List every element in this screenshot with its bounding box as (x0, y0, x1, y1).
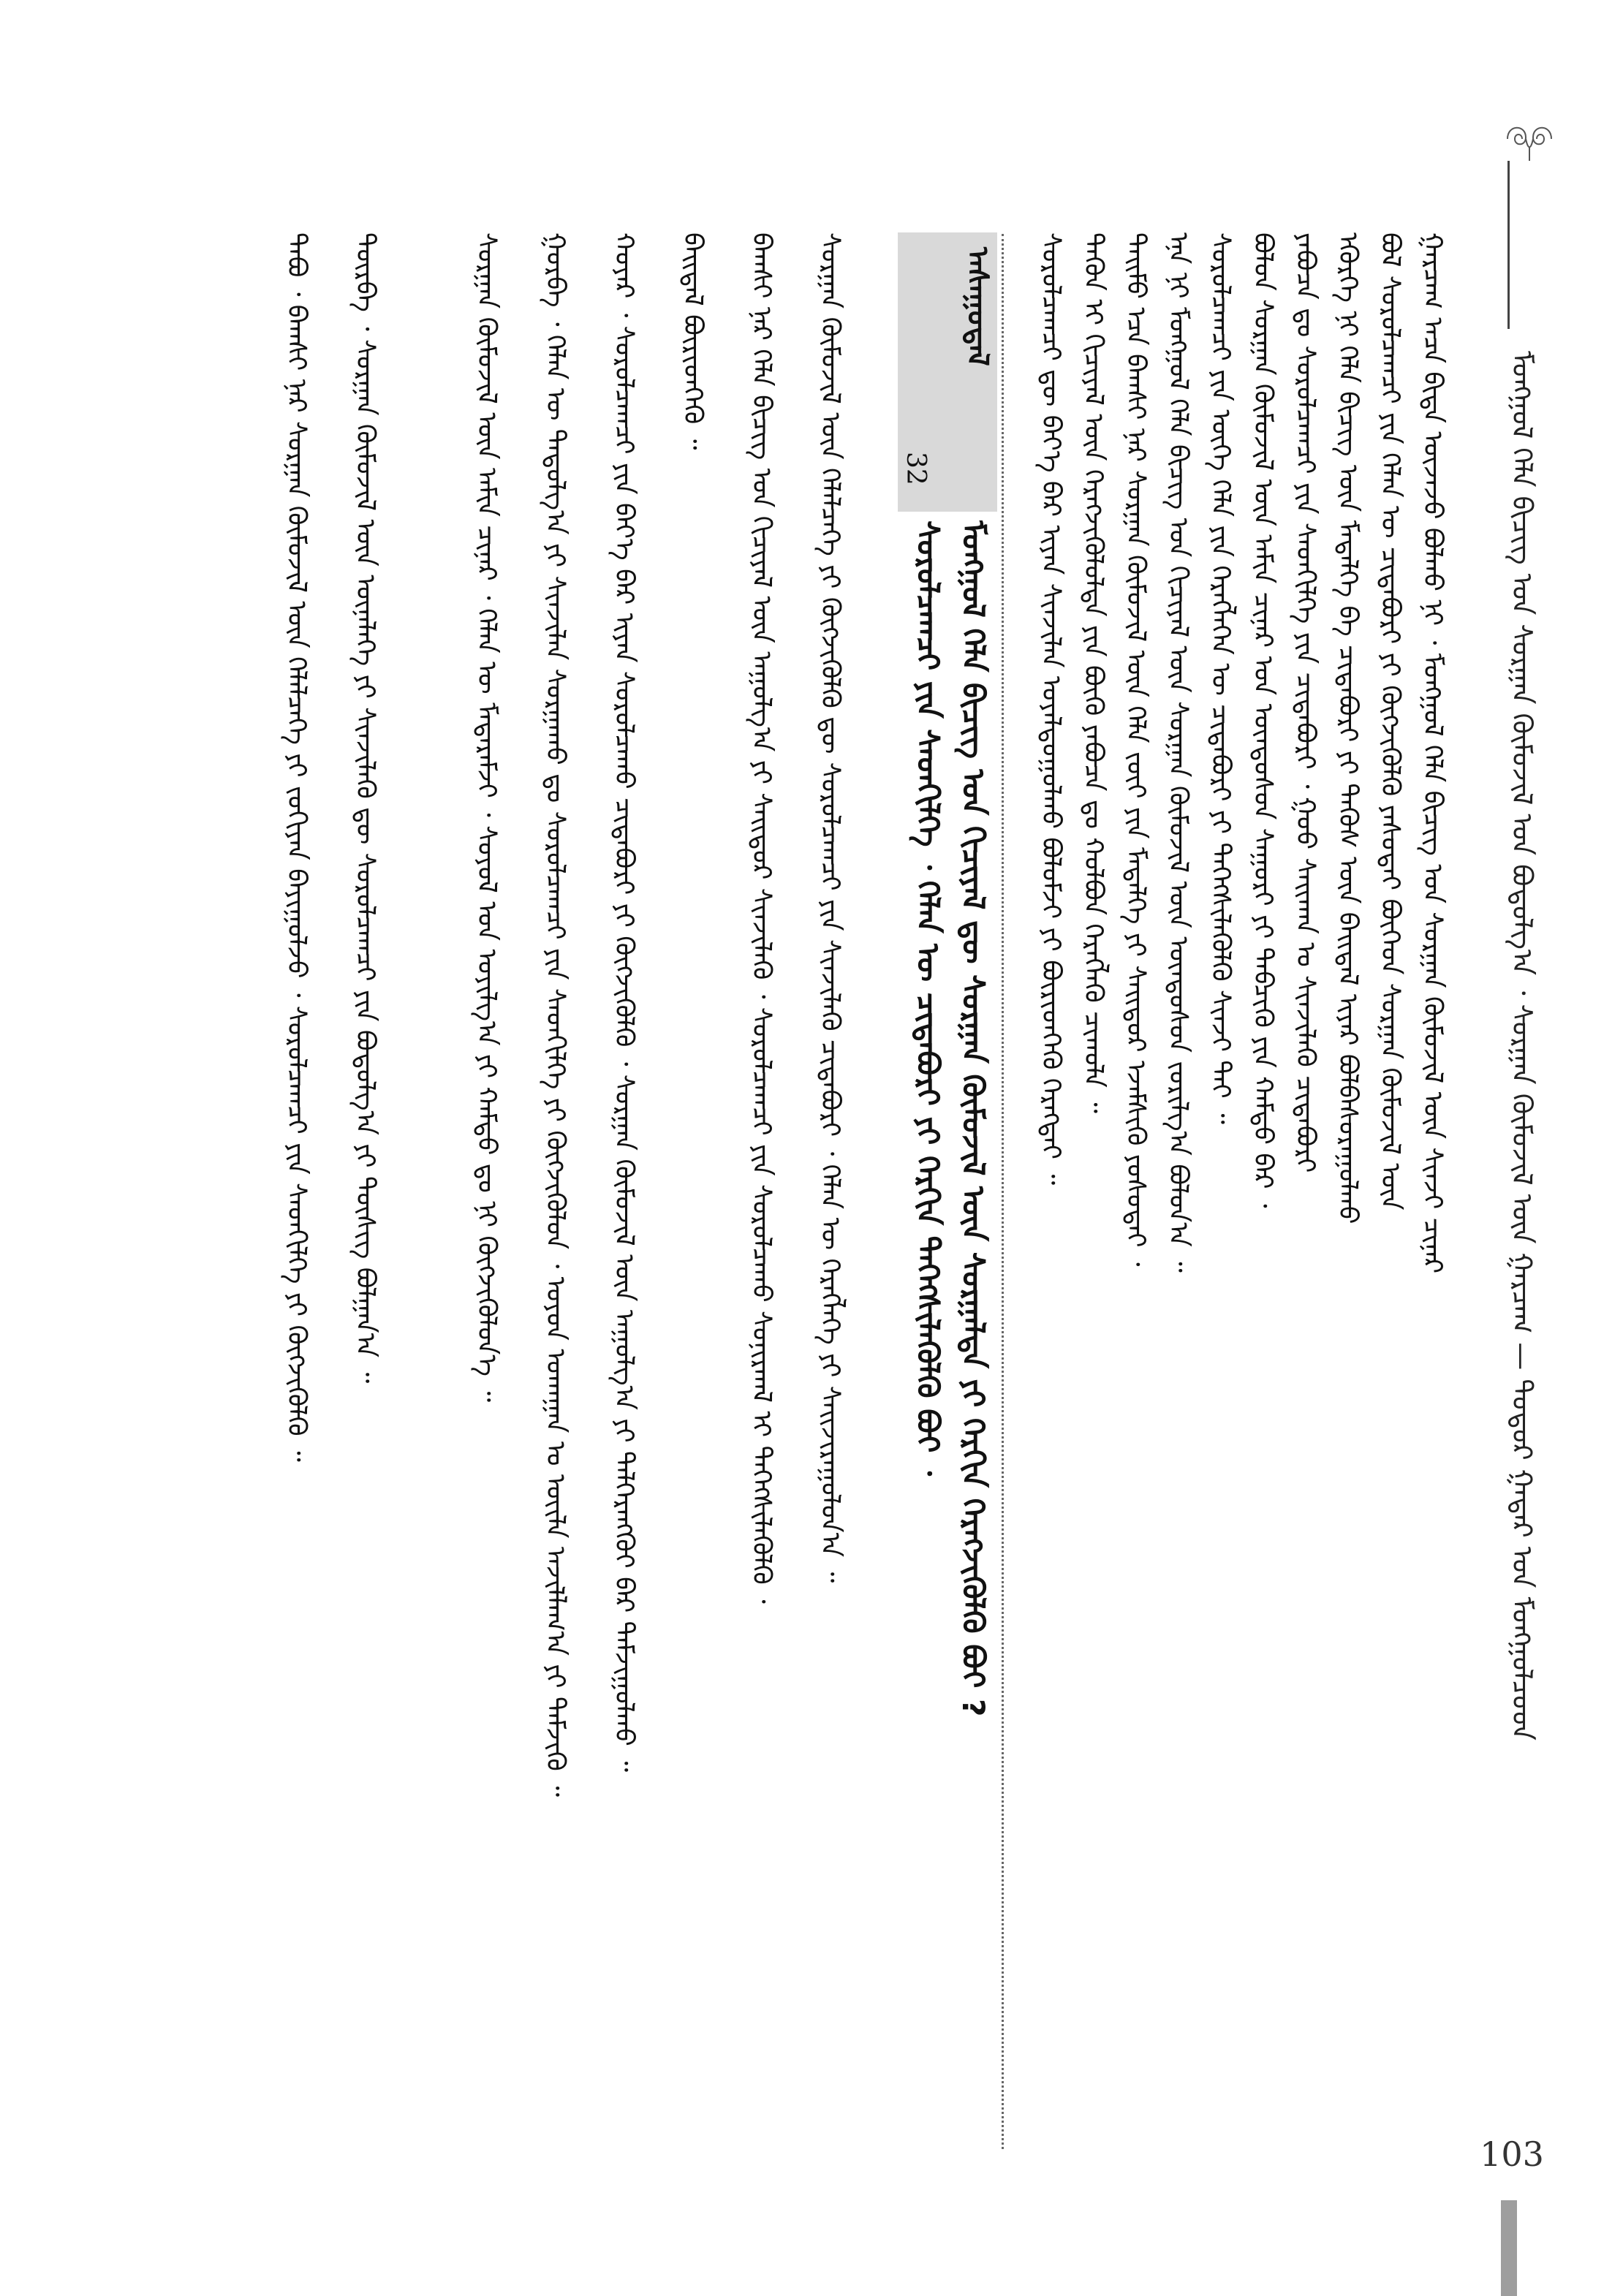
question-title-line: ᠮᠣᠩᠭᠣᠯ ᠬᠡᠯᠡ ᠪᠢᠴᠢᠭ ᠤᠨ ᠬᠢᠴᠢᠶᠡᠯ ᠳᠦ ᠰᠤᠷᠭᠠᠨ ᠬᠦᠮᠦᠵᠢᠯ ᠦᠨ ᠰᠤᠷᠭᠠᠯᠲᠠ ᠶᠢ ᠬᠡᠷᠬᠢᠨ ᠬᠡᠷᠡᠭᠵᠢᠭᠦᠯᠬᠦ ᠪᠤᠢ ? (956, 520, 991, 1717)
dotted-divider (1002, 234, 1004, 2149)
text-line: ᠰᠤᠷᠭᠠᠨ ᠬᠦᠮᠦᠵᠢᠯ ᠦᠨ ᠠᠮᠢᠨ ᠴᠢᠨᠠᠷ ᠂ ᠬᠡᠯᠡᠨ ᠦ ᠮᠡᠳᠡᠷᠡᠮᠵᠢ ᠂ ᠰᠤᠶᠤᠯ ᠤᠨ ᠣᠶᠢᠯᠭ᠎ᠠ ᠶᠢ ᠬᠠᠮᠲᠤ ᠳᠤ ᠨᠢ ᠬᠥᠭᠵᠢᠭᠦᠯᠦᠨ᠎ᠡ ᠃ (472, 232, 502, 1403)
text-line: ᠪᠠᠢᠳᠠᠯ ᠪᠦᠷᠢᠳᠬᠡᠬᠦ ᠃ (678, 232, 708, 450)
page-number: 103 (1480, 2134, 1544, 2174)
text-line: ᠬᠣᠶᠠᠷ ᠂ ᠰᠤᠷᠤᠯᠴᠠᠭᠴᠢ ᠶᠢᠨ ᠪᠡᠶ᠎ᠡ ᠪᠡᠷ ᠢᠶᠡᠨ ᠰᠤᠷᠤᠯᠴᠠᠬᠤ ᠴᠢᠳᠠᠪᠤᠷᠢ ᠶᠢ ᠬᠥᠭᠵᠢᠭᠦᠯᠬᠦ ᠂ ᠰᠤᠷᠭᠠᠨ ᠬᠦᠮᠦᠵᠢᠯ ᠦᠨ ᠠᠭᠤᠯᠭ᠎ᠠ ᠶᠢ ᠳᠡᠯᠭᠡᠷᠡᠩᠭᠦᠢ ᠪᠠᠷ ᠳᠠᠮᠵᠢᠭᠤᠯᠬᠤ ᠃ (609, 232, 639, 1773)
running-header: ᠮᠣᠩᠭᠣᠯ ᠬᠡᠯᠡ ᠪᠢᠴᠢᠭ ᠤᠨ ᠰᠤᠷᠭᠠᠨ ᠬᠦᠮᠦᠵᠢᠯ ᠤᠨ ᠪᠣᠳᠣᠯᠭ᠎ᠠ ᠂ ᠰᠤᠷᠭᠠᠨ ᠬᠦᠮᠦᠵᠢᠯ ᠦᠨ ᠭᠠᠷᠴᠠᠭ — ᠳᠣᠲᠣᠷ ᠭᠠᠳᠠᠷ ᠤᠨ ᠮᠣᠩᠭᠣᠯᠴᠤᠳ (1506, 351, 1538, 1740)
question-number: 32 (901, 452, 931, 485)
text-line: ᠡᠭᠦᠷᠭᠡ ᠨᠢ ᠬᠡᠯᠡ ᠪᠢᠴᠢᠭ ᠦᠨ ᠮᠡᠳᠡᠯᠭᠡ ᠪᠠ ᠴᠢᠳᠠᠪᠤᠷᠢ ᠶᠢ ᠲᠡᠭᠦᠰ ᠦᠨ ᠪᠠᠢᠳᠠᠯ ᠢᠶᠠᠷ ᠪᠣᠯᠪᠠᠰᠤᠷᠠᠭᠤᠯᠬᠤ (1333, 232, 1363, 1224)
text-line: ᠪᠣᠯᠤᠨ ᠰᠤᠷᠭᠠᠨ ᠬᠦᠮᠦᠵᠢᠯ ᠦᠨ ᠠᠮᠢᠨ ᠴᠢᠨᠠᠷ ᠤᠨ ᠦᠨᠳᠦᠰᠦᠨ ᠰᠠᠭᠤᠷᠢ ᠶᠢ ᠲᠡᠪᠴᠢᠬᠦ ᠶᠢᠨ ᠬᠠᠮᠲᠤ ᠪᠡᠷ ᠂ (1248, 232, 1278, 1208)
question-label: ᠠᠰᠠᠭᠤᠳᠠᠯ (961, 247, 994, 366)
text-line: ᠲᠠᠪᠤ ᠂ ᠪᠠᠭᠰᠢ ᠨᠠᠷ ᠰᠤᠷᠭᠠᠨ ᠬᠦᠮᠦᠵᠢᠯ ᠦᠨ ᠬᠡᠯᠡᠯᠴᠡᠭᠡ ᠶᠢ ᠵᠣᠬᠢᠶᠠᠨ ᠪᠠᠶᠢᠭᠤᠯᠵᠤ ᠂ ᠰᠤᠷᠤᠯᠴᠠᠭᠴᠢ ᠶᠢᠨ ᠰᠡᠳᠬᠢᠯᠭᠡ ᠶᠢ ᠬᠥᠭᠵᠢᠭᠦᠯᠬᠦ ᠃ (281, 232, 311, 1462)
text-line: ᠲᠡᠭᠦᠨ ᠢ ᠬᠢᠴᠢᠶᠡᠯ ᠦᠨ ᠬᠡᠷᠡᠭᠵᠢᠭᠦᠯᠦᠯᠲᠡ ᠶᠢᠨ ᠪᠦᠬᠦ ᠶᠠᠪᠤᠴᠠ ᠳᠤ ᠬᠣᠯᠪᠣᠨ ᠬᠡᠷᠡᠭᠯᠡᠬᠦ ᠴᠢᠬᠤᠯᠠ ᠃ (1078, 232, 1108, 1113)
text-line: ᠭᠠᠷᠴᠠᠭ ᠠᠴᠠ ᠪᠢᠳᠡ ᠦᠵᠡᠵᠦ ᠪᠣᠯᠬᠤ ᠨᠢ ᠂ ᠮᠣᠩᠭᠣᠯ ᠬᠡᠯᠡ ᠪᠢᠴᠢᠭ ᠤᠨ ᠰᠤᠷᠭᠠᠨ ᠬᠦᠮᠦᠵᠢᠯ ᠦᠨ ᠰᠢᠨᠵᠢ ᠴᠢᠨᠠᠷ (1418, 232, 1448, 1274)
text-line: ᠪᠣᠯ ᠰᠤᠷᠤᠯᠴᠠᠭᠴᠢ ᠶᠢᠨ ᠬᠡᠯᠡᠨ ᠦ ᠴᠢᠳᠠᠪᠤᠷᠢ ᠶᠢ ᠬᠥᠭᠵᠢᠭᠦᠯᠬᠦ ᠶᠠᠰᠤᠲᠠᠢ ᠪᠥᠭᠡᠳ ᠰᠤᠷᠭᠠᠨ ᠬᠦᠮᠦᠵᠢᠯ ᠦᠨ (1375, 232, 1405, 1210)
header-rule (1507, 161, 1510, 329)
text-line: ᠭᠤᠷᠪᠠ ᠂ ᠬᠡᠯᠡᠨ ᠦ ᠳᠠᠳᠤᠯᠭ᠎ᠠ ᠶᠢ ᠰᠢᠨᠵᠢᠯᠡᠨ ᠰᠤᠷᠭᠠᠬᠤ ᠳᠤ ᠰᠤᠷᠤᠯᠴᠠᠭᠴᠢ ᠶᠢᠨ ᠰᠡᠳᠬᠢᠯᠭᠡ ᠶᠢ ᠬᠥᠭᠵᠢᠭᠦᠯᠦᠨ ᠂ ᠣᠶᠤᠨ ᠤᠬᠠᠭᠠᠨ ᠤ ᠦᠢᠯᠡ ᠠᠵᠢᠯᠯᠠᠭ᠎ᠠ ᠶᠢ ᠳᠡᠮᠵᠢᠬᠦ ᠃ (540, 232, 570, 1797)
text-line: ᠡᠨᠡ ᠨᠢ ᠮᠣᠩᠭᠣᠯ ᠬᠡᠯᠡ ᠪᠢᠴᠢᠭ ᠤᠨ ᠬᠢᠴᠢᠶᠡᠯ ᠦᠨ ᠰᠤᠷᠭᠠᠨ ᠬᠦᠮᠦᠵᠢᠯ ᠦᠨ ᠦᠨᠳᠦᠰᠦᠨ ᠵᠣᠷᠢᠯᠭ᠎ᠠ ᠪᠣᠯᠤᠨ᠎ᠠ ᠃ (1163, 232, 1193, 1273)
text-line: ᠰᠤᠷᠭᠠᠨ ᠬᠦᠮᠦᠵᠢᠯ ᠦᠨ ᠬᠡᠯᠡᠯᠴᠡᠭᠡ ᠶᠢ ᠬᠥᠭᠵᠢᠭᠦᠯᠬᠦ ᠳᠦ ᠰᠤᠷᠤᠯᠴᠠᠭᠴᠢ ᠶᠢᠨ ᠰᠢᠨᠵᠢᠯᠡᠬᠦ ᠴᠢᠳᠠᠪᠤᠷᠢ ᠂ ᠬᠡᠯᠡᠨ ᠦ ᠬᠡᠷᠡᠭᠯᠡᠭᠡ ᠶᠢ ᠰᠠᠢᠵᠢᠷᠠᠭᠤᠯᠤᠨ᠎ᠠ ᠃ (815, 232, 845, 1583)
text-line: ᠰᠤᠷᠤᠯᠴᠠᠭᠴᠢ ᠳᠦ ᠪᠡᠶ᠎ᠡ ᠪᠡᠷ ᠢᠶᠡᠨ ᠰᠢᠨᠵᠢᠯᠡᠨ ᠤᠶᠠᠯᠳᠤᠭᠤᠯᠬᠤ ᠪᠣᠯᠤᠮᠵᠢ ᠶᠢ ᠪᠦᠷᠢᠳᠬᠡᠬᠦ ᠬᠡᠷᠡᠭᠲᠡᠢ ᠃ (1036, 232, 1066, 1186)
question-title-line: ᠰᠤᠷᠤᠯᠴᠠᠭᠴᠢ ᠶᠢᠨ ᠰᠡᠳᠬᠢᠯᠭᠡ ᠂ ᠬᠡᠯᠡᠨ ᠦ ᠴᠢᠳᠠᠪᠤᠷᠢ ᠶᠢ ᠬᠡᠷᠬᠢᠨ ᠳᠡᠭᠡᠭᠰᠢᠯᠡᠭᠦᠯᠬᠦ ᠪᠣᠢ ᠂ (910, 520, 946, 1477)
text-line: ᠪᠠᠭᠰᠢ ᠨᠠᠷ ᠬᠡᠯᠡ ᠪᠢᠴᠢᠭ ᠤᠨ ᠬᠢᠴᠢᠶᠡᠯ ᠦᠨ ᠠᠭᠤᠯᠭ᠎ᠠ ᠶᠢ ᠰᠠᠢᠲᠤᠷ ᠰᠢᠨᠵᠢᠯᠡᠬᠦ ᠂ ᠰᠤᠷᠤᠯᠴᠠᠭᠴᠢ ᠶᠢᠨ ᠰᠤᠷᠤᠯᠴᠠᠬᠤ ᠰᠣᠨᠢᠷᠬᠠᠯ ᠢ ᠳᠡᠭᠡᠭᠰᠢᠯᠡᠭᠦᠯᠬᠦ ᠂ (746, 232, 776, 1604)
page-edge-tab (1501, 2200, 1517, 2296)
text-line: ᠲᠡᠢᠮᠦ ᠡᠴᠡ ᠪᠠᠭᠰᠢ ᠨᠠᠷ ᠰᠤᠷᠭᠠᠨ ᠬᠦᠮᠦᠵᠢᠯ ᠦᠨ ᠬᠡᠯᠡ ᠵᠦᠢ ᠶᠢᠨ ᠮᠡᠳᠡᠯᠭᠡ ᠶᠢ ᠰᠠᠢᠲᠤᠷ ᠡᠵᠡᠮᠰᠢᠬᠦ ᠶᠣᠰᠣᠲᠠᠢ ᠂ (1121, 232, 1151, 1267)
question-label-box (898, 232, 997, 512)
text-line: ᠳᠥᠷᠪᠡ ᠂ ᠰᠤᠷᠭᠠᠨ ᠬᠦᠮᠦᠵᠢᠯ ᠦᠨ ᠦᠨᠡᠯᠡᠭᠡ ᠶᠢ ᠰᠢᠨᠵᠢᠯᠡᠬᠦ ᠳᠦ ᠰᠤᠷᠤᠯᠴᠠᠭᠴᠢ ᠶᠢᠨ ᠪᠣᠳᠤᠯᠭ᠎ᠠ ᠶᠢ ᠲᠦᠰᠢᠭ ᠪᠣᠯᠭᠠᠨ᠎ᠠ ᠃ (350, 232, 380, 1384)
text-line: ᠰᠤᠷᠤᠯᠴᠠᠭᠴᠢ ᠶᠢᠨ ᠦᠭᠡ ᠬᠡᠯᠡ ᠶᠢᠨ ᠬᠡᠷᠡᠭᠯᠡᠭᠡᠨ ᠦ ᠴᠢᠳᠠᠪᠤᠷᠢ ᠶᠢ ᠳᠡᠭᠡᠭᠰᠢᠯᠡᠭᠦᠯᠬᠦ ᠰᠢᠨᠵᠢ ᠲᠠᠢ ᠃ (1206, 232, 1236, 1124)
flourish-ornament-icon (1493, 117, 1566, 161)
text-line: ᠶᠠᠪᠤᠴᠠ ᠳᠤ ᠰᠤᠷᠤᠯᠴᠠᠭᠴᠢ ᠶᠢᠨ ᠰᠡᠳᠬᠢᠯᠭᠡ ᠶᠢᠨ ᠴᠢᠳᠠᠪᠤᠷᠢ ᠂ ᠭᠣᠤ ᠰᠠᠢᠬᠠᠨ ᠤ ᠰᠢᠨᠵᠢᠯᠡᠬᠦ ᠴᠢᠳᠠᠪᠤᠷᠢ (1290, 232, 1320, 1173)
